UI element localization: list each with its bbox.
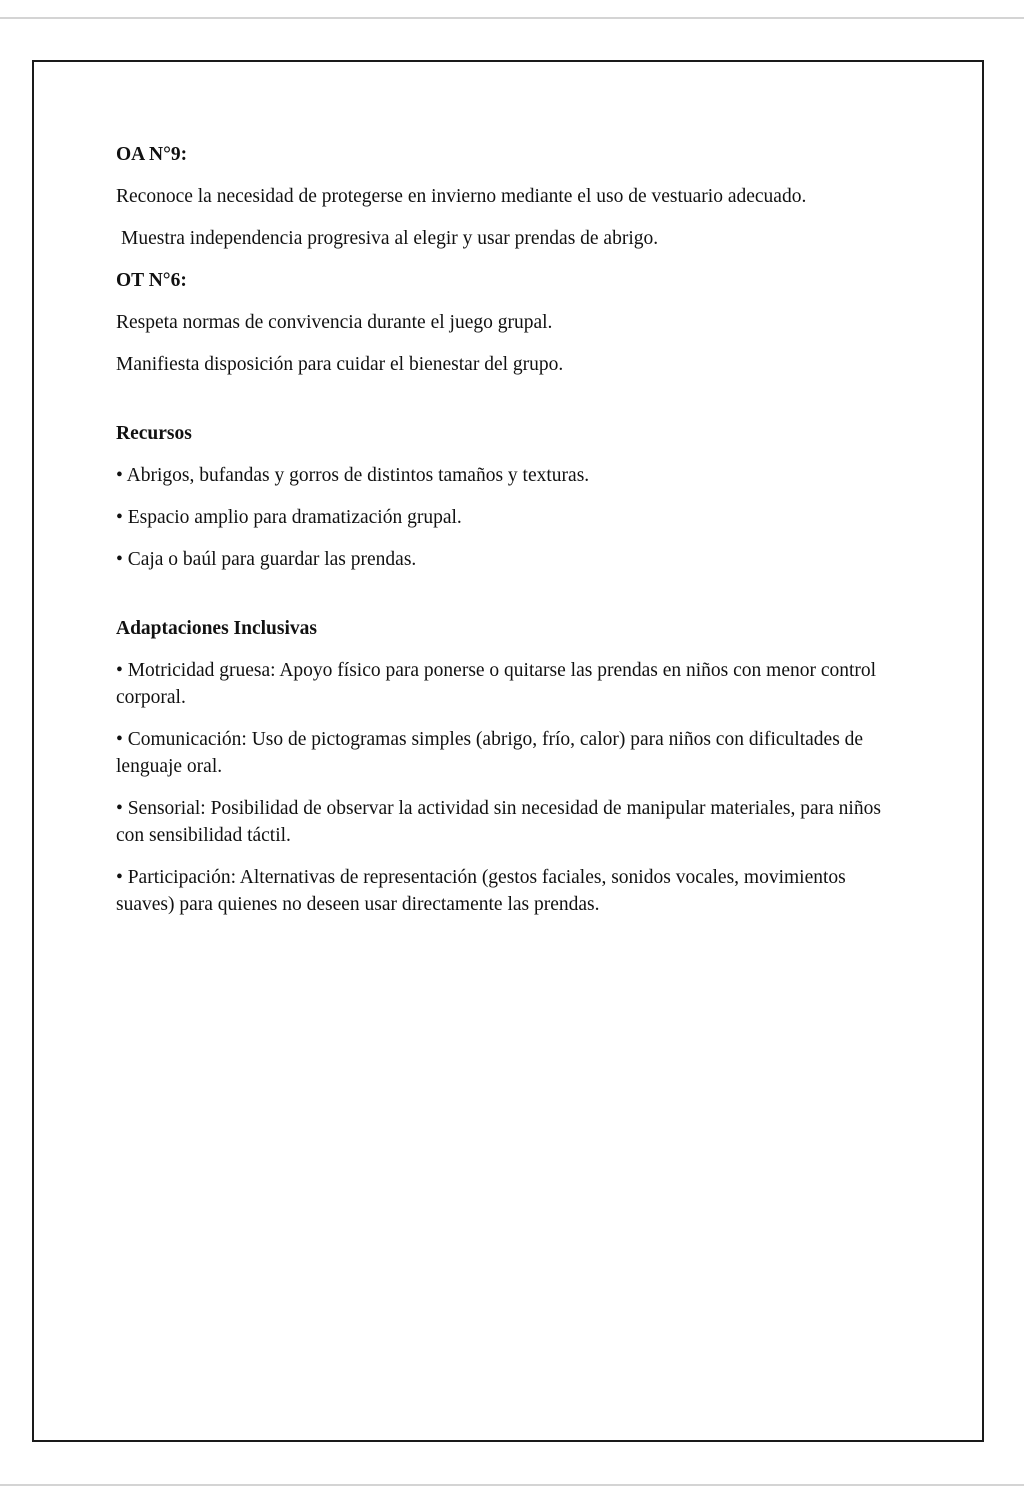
bottom-divider (0, 1484, 1024, 1486)
ot-item: Manifiesta disposición para cuidar el bienestar del grupo. (116, 354, 564, 375)
resource-item: • Caja o baúl para guardar las prendas. (116, 546, 906, 573)
adaptation-item: • Participación: Alternativas de representación (gestos faciales, sonidos vocales, movimientos suaves) para quienes no deseen usar directamente las prendas. (116, 864, 906, 918)
oa-title: OA N°9: (116, 144, 188, 165)
top-divider (0, 17, 1024, 19)
ot-item: Respeta normas de convivencia durante el juego grupal. (116, 312, 553, 333)
oa-item: Reconoce la necesidad de protegerse en invierno mediante el uso de vestuario adecuado. (116, 186, 807, 207)
adaptation-item: • Sensorial: Posibilidad de observar la actividad sin necesidad de manipular materiales, para niños con sensibilidad táctil. (116, 795, 906, 849)
oa-item: Muestra independencia progresiva al elegir y usar prendas de abrigo. (121, 228, 659, 249)
resource-item: • Espacio amplio para dramatización grupal. (116, 504, 906, 531)
adaptation-item: • Comunicación: Uso de pictogramas simples (abrigo, frío, calor) para niños con dificultades de lenguaje oral. (116, 726, 906, 780)
section-spacer (116, 588, 906, 615)
ot-title: OT N°6: (116, 270, 187, 291)
adaptations-title: Adaptaciones Inclusivas (116, 618, 317, 639)
section-spacer (116, 393, 906, 420)
resources-title: Recursos (116, 423, 192, 444)
resource-item: • Abrigos, bufandas y gorros de distintos tamaños y texturas. (116, 462, 906, 489)
adaptation-item: • Motricidad gruesa: Apoyo físico para ponerse o quitarse las prendas en niños con menor control corporal. (116, 657, 906, 711)
document-content (116, 141, 906, 933)
